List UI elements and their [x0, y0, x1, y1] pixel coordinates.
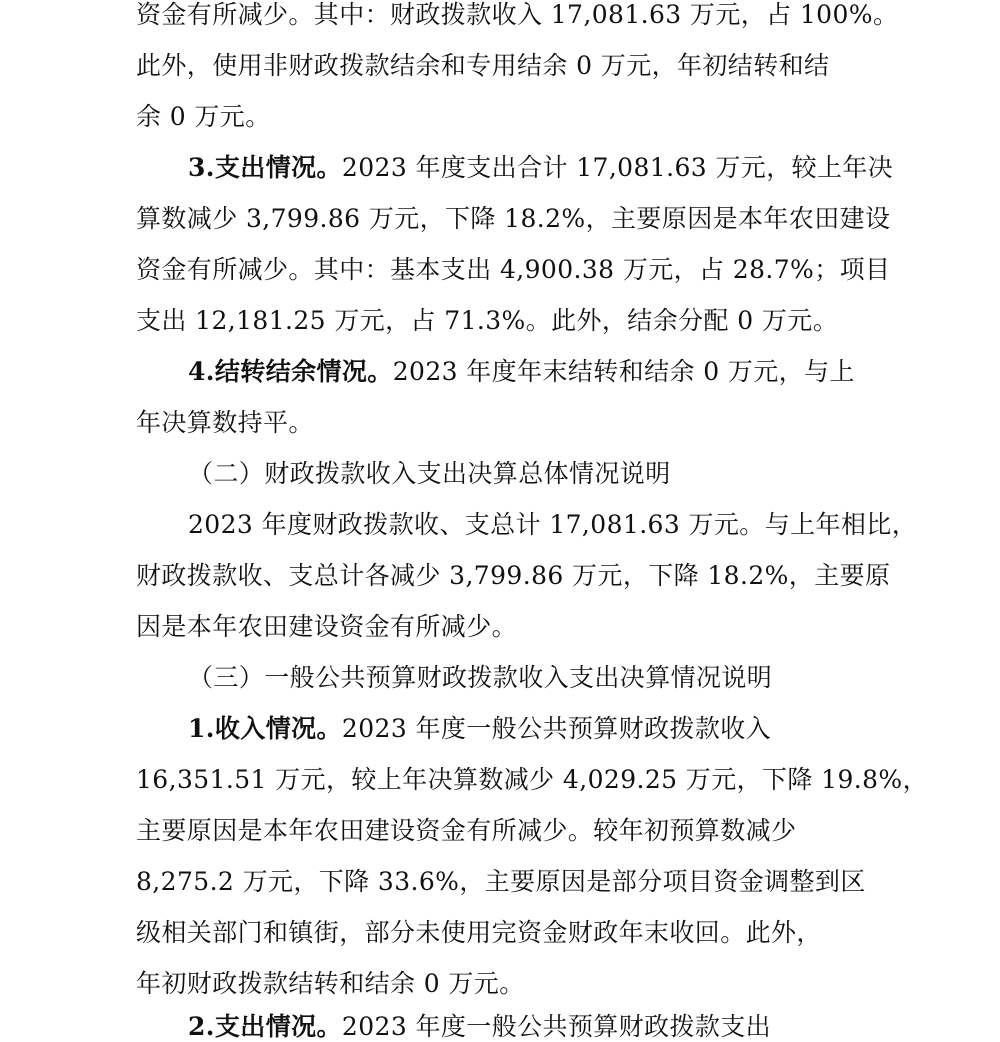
- text-line: 2023 年度财政拨款收、支总计 17,081.63 万元。与上年相比，: [188, 510, 918, 539]
- text-line: 资金有所减少。其中：基本支出 4,900.38 万元，占 28.7%；项目: [136, 255, 891, 284]
- text-line: 16,351.51 万元，较上年决算数减少 4,029.25 万元，下降 19.8%，: [136, 765, 928, 794]
- text-run: 2023 年度支出合计 17,081.63 万元，较上年决: [341, 153, 894, 182]
- text-line: 资金有所减少。其中：财政拨款收入 17,081.63 万元，占 100%。: [136, 0, 899, 29]
- text-line: 主要原因是本年农田建设资金有所减少。较年初预算数减少: [136, 816, 797, 845]
- text-line: 8,275.2 万元，下降 33.6%，主要原因是部分项目资金调整到区: [136, 867, 866, 896]
- text-line: 级相关部门和镇街，部分未使用完资金财政年末收回。此外，: [136, 918, 822, 947]
- text-run: 2023 年度一般公共预算财政拨款收入: [341, 714, 772, 743]
- paragraph-general-expenditure: [188, 1012, 771, 1042]
- paragraph-carryover: [188, 357, 855, 387]
- subsection-title: （二）财政拨款收入支出决算总体情况说明: [188, 459, 671, 488]
- section-heading: 3.支出情况。: [188, 153, 342, 182]
- text-line: 此外，使用非财政拨款结余和专用结余 0 万元，年初结转和结: [136, 51, 830, 80]
- text-line: 算数减少 3,799.86 万元，下降 18.2%，主要原因是本年农田建设: [136, 204, 891, 233]
- text-line: 年初财政拨款结转和结余 0 万元。: [136, 969, 525, 998]
- text-run: 2023 年度一般公共预算财政拨款支出: [341, 1012, 772, 1041]
- section-heading: 2.支出情况。: [188, 1012, 342, 1041]
- text-line: 因是本年农田建设资金有所减少。: [136, 612, 518, 641]
- subsection-title: （三）一般公共预算财政拨款收入支出决算情况说明: [188, 663, 773, 692]
- section-heading: 1.收入情况。: [188, 714, 342, 743]
- text-line: 财政拨款收、支总计各减少 3,799.86 万元，下降 18.2%，主要原: [136, 561, 891, 590]
- section-heading: 4.结转结余情况。: [188, 357, 393, 386]
- text-line: 支出 12,181.25 万元，占 71.3%。此外，结余分配 0 万元。: [136, 306, 839, 335]
- paragraph-income: [188, 714, 771, 744]
- text-run: 2023 年度年末结转和结余 0 万元，与上: [392, 357, 855, 386]
- paragraph-expenditure: [188, 153, 893, 183]
- text-line: 余 0 万元。: [136, 102, 271, 131]
- text-line: 年决算数持平。: [136, 408, 314, 437]
